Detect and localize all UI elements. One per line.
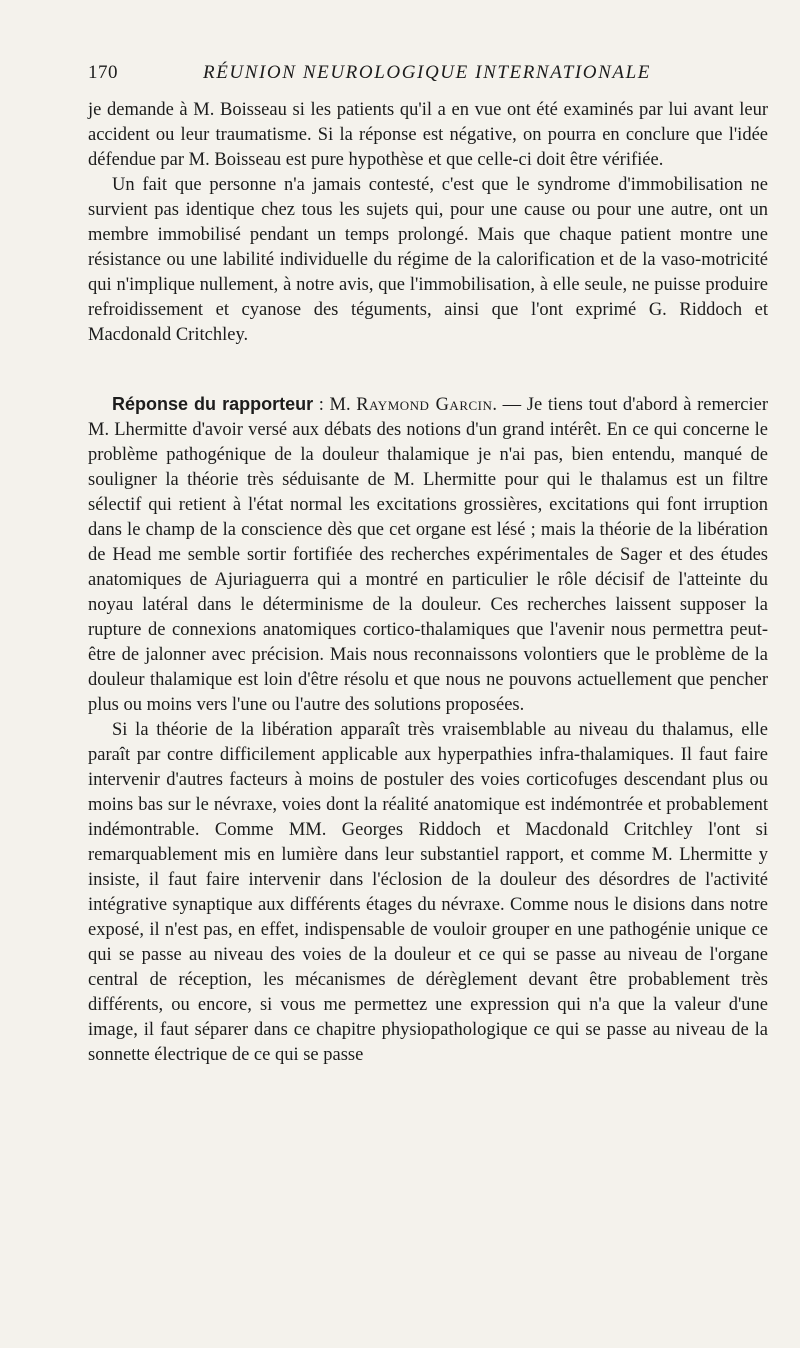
running-title: RÉUNION NEUROLOGIQUE INTERNATIONALE [203, 62, 651, 83]
running-head [88, 62, 770, 88]
paragraph: Un fait que personne n'a jamais contesté, c'est que le syndrome d'immobilisation ne survient pas identique chez tous les sujets qui, pour une cause ou pour une autre, ont un membre immobilisé pendant un temps prolongé. Mais que chaque patient montre une résistance ou une labilité individuelle du régime de la calorification et de la vaso-motricité qui n'implique nullement, à notre avis, que l'immobilisation, à elle seule, ne puisse produire refroidissement et cyanose des téguments, ainsi que l'ont exprimé G. Riddoch et Macdonald Critchley. [88, 175, 768, 345]
section-heading: Réponse du rapporteur [112, 394, 314, 414]
page-number: 170 [88, 62, 118, 83]
body-text [88, 98, 768, 1068]
speaker-name: Raymond Garcin [356, 395, 493, 415]
speaker-prefix: : M. [313, 395, 357, 415]
paragraph-response [88, 392, 768, 718]
section-gap [88, 348, 768, 392]
response-text: . — Je tiens tout d'abord à remercier M. Lhermitte d'avoir versé aux débats des notions d'un grand intérêt. En ce qui concerne le problème pathogénique de la douleur thalamique je n'ai pas, bien entendu, manqué de souligner la théorie très séduisante de M. Lhermitte pour qui le thalamus est un filtre sélectif qui retient à l'état normal les excitations grossières, excitations qui font irruption dans le champ de la conscience dès que cet organe est lésé ; mais la théorie de la libération de Head me semble sortir fortifiée des recherches expérimentales de Sager et des études anatomiques de Ajuriaguerra qui a montré en particulier le rôle décisif de l'atteinte du noyau latéral dans le déterminisme de la douleur. Ces recherches laissent supposer la rupture de connexions anatomiques cortico-thalamiques que l'avenir nous permettra peut-être de jalonner avec précision. Mais nous reconnaissons volontiers que le problème de la douleur thalamique est loin d'être résolu et que nous ne pouvons actuellement que pencher plus ou moins vers l'une ou l'autre des solutions proposées. [88, 395, 768, 715]
paragraph-continued: je demande à M. Boisseau si les patients qu'il a en vue ont été examinés par lui avant leur accident ou leur traumatisme. Si la réponse est négative, on pourra en conclure que l'idée défendue par M. Boisseau est pure hypothèse et que celle-ci doit être vérifiée. [88, 100, 768, 170]
paragraph: Si la théorie de la libération apparaît très vraisemblable au niveau du thalamus, elle paraît par contre difficilement applicable aux hyperpathies infra-thalamiques. Il faut faire intervenir d'autres facteurs à moins de postuler des voies corticofuges descendant plus ou moins bas sur le névraxe, voies dont la réalité anatomique est indémontrée et probablement indémontrable. Comme MM. Georges Riddoch et Macdonald Critchley l'ont si remarquablement mis en lumière dans leur substantiel rapport, et comme M. Lhermitte y insiste, il faut faire intervenir dans l'éclosion de la douleur des désordres de l'activité intégrative synaptique aux différents étages du névraxe. Comme nous le disions dans notre exposé, il n'est pas, en effet, indispensable de vouloir grouper en une pathogénie unique ce qui se passe au niveau des voies de la douleur et ce qui se passe au niveau de l'organe central de réception, les mécanismes de dérèglement devant être probablement très différents, ou encore, si vous me permettez une expression qui n'a que la valeur d'une image, il faut séparer dans ce chapitre physiopathologique ce qui se passe au niveau de la sonnette électrique de ce qui se passe [88, 720, 768, 1065]
